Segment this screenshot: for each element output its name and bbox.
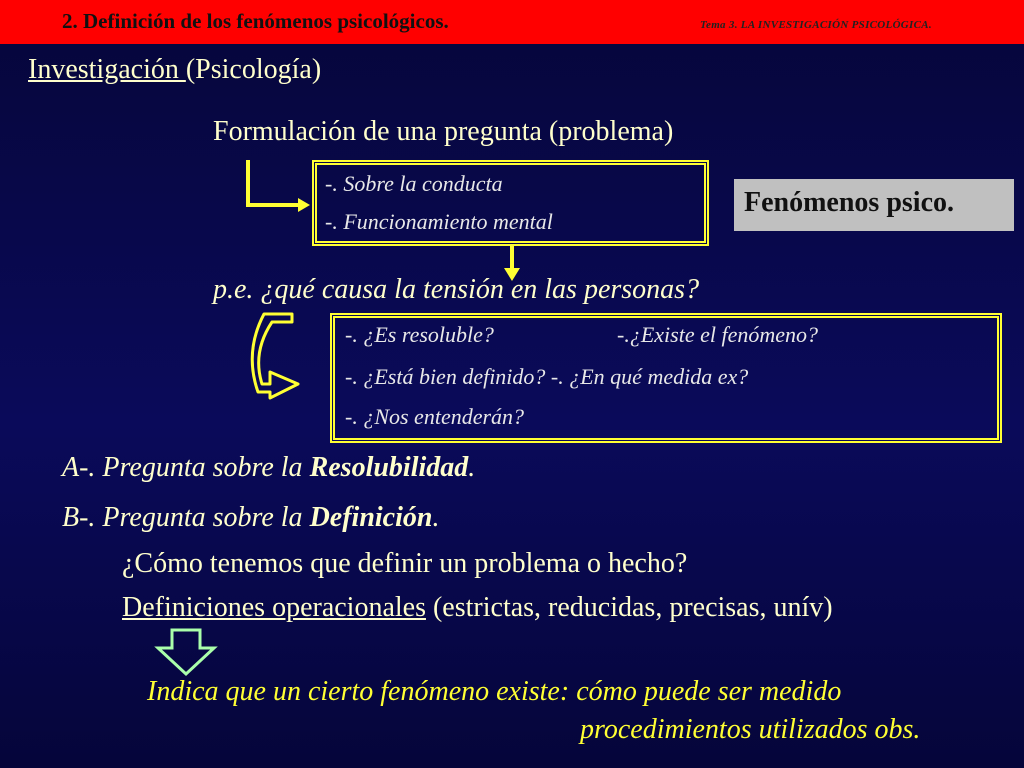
point-a-suffix: .	[468, 452, 476, 483]
l-connector-arrow-icon	[248, 160, 310, 212]
conclusion-line-1: Indica que un cierto fenómeno existe: cómo puede ser medido	[147, 676, 842, 707]
question-resoluble: -. ¿Es resoluble?	[345, 322, 494, 347]
curved-arrow-icon	[252, 314, 298, 398]
hollow-down-arrow-icon	[158, 630, 214, 674]
operational-definitions	[122, 592, 833, 624]
point-a-prefix: A-. Pregunta sobre la	[62, 452, 310, 483]
slide-topic: Tema 3. LA INVESTIGACIÓN PSICOLÓGICA.	[700, 19, 932, 31]
definition-question: ¿Cómo tenemos que definir un problema o hecho?	[122, 548, 688, 579]
slide-section-title: 2. Definición de los fenómenos psicológicos.	[62, 9, 449, 33]
point-b-keyword: Definición	[309, 502, 433, 533]
operational-definitions-detail: (estrictas, reducidas, precisas, unív)	[425, 592, 833, 623]
subheading: Formulación de una pregunta (problema)	[213, 116, 674, 147]
mental-item: -. Funcionamiento mental	[325, 209, 553, 234]
question-existe: -.¿Existe el fenómeno?	[617, 322, 818, 347]
operational-definitions-term: Definiciones operacionales	[122, 592, 426, 623]
point-b-suffix: .	[432, 502, 440, 533]
example-question: p.e. ¿qué causa la tensión en las personas?	[213, 274, 700, 305]
phenomena-badge	[734, 179, 1014, 231]
heading-rest: (Psicología)	[185, 54, 322, 85]
point-b-prefix: B-. Pregunta sobre la	[62, 502, 310, 533]
questions-box	[330, 313, 1002, 443]
conduct-box	[312, 160, 709, 246]
point-a-keyword: Resolubilidad	[309, 452, 469, 483]
conclusion-line-2: procedimientos utilizados obs.	[580, 714, 921, 745]
question-entenderan: -. ¿Nos entenderán?	[345, 404, 525, 429]
point-b	[62, 502, 439, 534]
conduct-item: -. Sobre la conducta	[325, 171, 503, 196]
phenomena-badge-label: Fenómenos psico.	[744, 187, 954, 218]
heading-underlined: Investigación	[28, 54, 186, 85]
point-a	[62, 452, 475, 484]
question-definido: -. ¿Está bien definido? -. ¿En qué medida ex?	[345, 364, 749, 389]
